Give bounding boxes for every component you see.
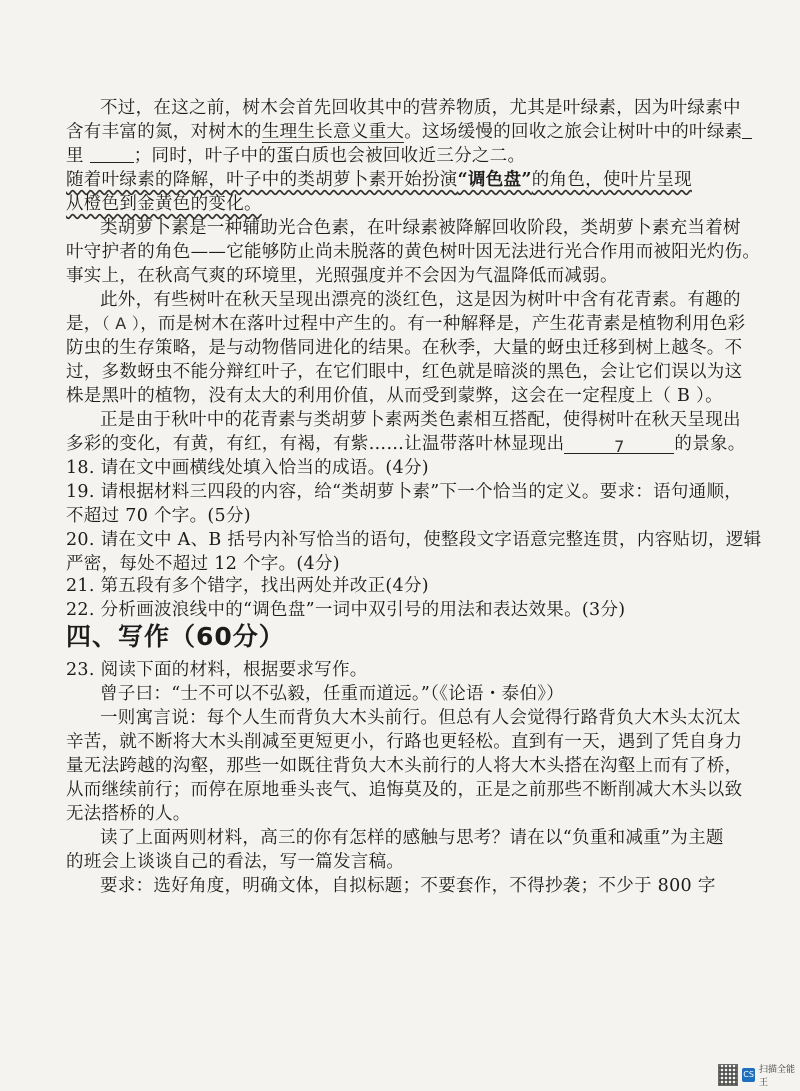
p2-line1: 随着叶绿素的降解，叶子中的类胡萝卜素开始扮演“调色盘”的角色，使叶片呈现 xyxy=(66,170,692,190)
p4-line5: 株是黑叶的植物，没有太大的利用价值，从而受到蒙弊，这会在一定程度上（ B ）。 xyxy=(66,386,723,406)
p3-line3: 事实上，在秋高气爽的环境里，光照强度并不会因为气温降低而减弱。 xyxy=(66,266,618,286)
story-line5: 无法搭桥的人。 xyxy=(66,804,191,824)
p5-line1: 正是由于秋叶中的花青素与类胡萝卜素两类色素相互搭配，使得树叶在秋天呈现出 xyxy=(100,410,741,430)
requirements: 要求：选好角度，明确文体，自拟标题；不要套作，不得抄袭；不少于 800 字 xyxy=(100,876,716,896)
question-18: 18. 请在文中画横线处填入恰当的成语。(4分) xyxy=(66,458,429,478)
p1-line1: 不过，在这之前，树木会首先回收其中的营养物质，尤其是叶绿素，因为叶绿素中 xyxy=(100,98,741,118)
prompt-line1: 读了上面两则材料，高三的你有怎样的感触与思考？请在以“负重和减重”为主题 xyxy=(100,828,724,848)
prompt-line2: 的班会上谈谈自己的看法，写一篇发言稿。 xyxy=(66,852,405,872)
camscanner-icon: CS xyxy=(742,1068,755,1082)
question-20-cont: 严密，每处不超过 12 个字。(4分) xyxy=(66,554,340,574)
p4-line3: 防虫的生存策略，是与动物偕同进化的结果。在秋季，大量的蚜虫迁移到树上越冬。不 xyxy=(66,338,743,358)
p4-line2: 是，（ A ），而是树木在落叶过程中产生的。有一种解释是，产生花青素是植物利用色彩 xyxy=(66,314,746,334)
p2-line2: 从橙色到金黄色的变化。 xyxy=(66,194,262,214)
underlined-phrase: 生理生长意义重大 xyxy=(261,122,405,142)
confucius-quote: 曾子曰：“士不可以不弘毅，任重而道远。”（《论语・泰伯》） xyxy=(100,684,565,704)
p1-line2: 含有丰富的氮，对树木的生理生长意义重大。这场缓慢的回收之旅会让树叶中的叶绿素 xyxy=(66,120,752,144)
question-20: 20. 请在文中 A、B 括号内补写恰当的语句，使整段文字语意完整连贯，内容贴切，逻辑 xyxy=(66,530,762,550)
question-23: 23. 阅读下面的材料，根据要求写作。 xyxy=(66,660,368,680)
p3-line1: 类胡萝卜素是一种辅助光合色素，在叶绿素被降解回收阶段，类胡萝卜素充当着树 xyxy=(100,218,741,238)
section-title: 四、写作（60分） xyxy=(66,622,285,651)
p3-line2: 叶守护者的角色——它能够防止尚未脱落的黄色树叶因无法进行光合作用而被阳光灼伤。 xyxy=(66,242,761,262)
question-19: 19. 请根据材料三四段的内容，给“类胡萝卜素”下一个恰当的定义。要求：语句通顺， xyxy=(66,482,743,502)
question-19-cont: 不超过 70 个字。(5分) xyxy=(66,506,251,526)
story-line2: 辛苦，就不断将大木头削减至更短更小，行路也更轻松。直到有一天，遇到了凭自身力 xyxy=(66,732,743,752)
question-22: 22. 分析画波浪线中的“调色盘”一词中双引号的用法和表达效果。(3分) xyxy=(66,600,626,620)
blank-a[interactable]: （ A ） xyxy=(101,314,141,333)
question-21: 21. 第五段有多个错字，找出两处并改正(4分) xyxy=(66,576,429,596)
story-line4: 从而继续前行；而停在原地垂头丧气、追悔莫及的，正是之前那些不断削减大木头以致 xyxy=(66,780,743,800)
p4-line4: 过，多数蚜虫不能分辩红叶子，在它们眼中，红色就是暗淡的黑色，会让它们误以为这 xyxy=(66,362,743,382)
story-line3: 量无法跨越的沟壑，那些一如既往背负大木头前行的人将大木头搭在沟壑上而有了桥， xyxy=(66,756,743,776)
palette-term: “调色盘” xyxy=(457,170,532,190)
idiom-blank[interactable] xyxy=(90,146,134,163)
scanner-app-name: 扫描全能王 xyxy=(758,1065,795,1088)
p5-line2: 多彩的变化，有黄，有红，有褐，有紫……让温带落叶林显现出 7 的景象。 xyxy=(66,434,746,456)
idiom-blank-2[interactable]: 7 xyxy=(564,435,674,454)
qr-code-icon xyxy=(718,1064,738,1086)
story-line1: 一则寓言说：每个人生而背负大木头前行。但总有人会觉得行路背负大木头太沉太 xyxy=(100,708,741,728)
scanner-watermark xyxy=(718,1062,800,1088)
p4-line1: 此外，有些树叶在秋天呈现出漂亮的淡红色，这是因为树叶中含有花青素。有趣的 xyxy=(100,290,741,310)
p1-line3: 里 ；同时，叶子中的蛋白质也会被回收近三分之二。 xyxy=(66,146,526,166)
